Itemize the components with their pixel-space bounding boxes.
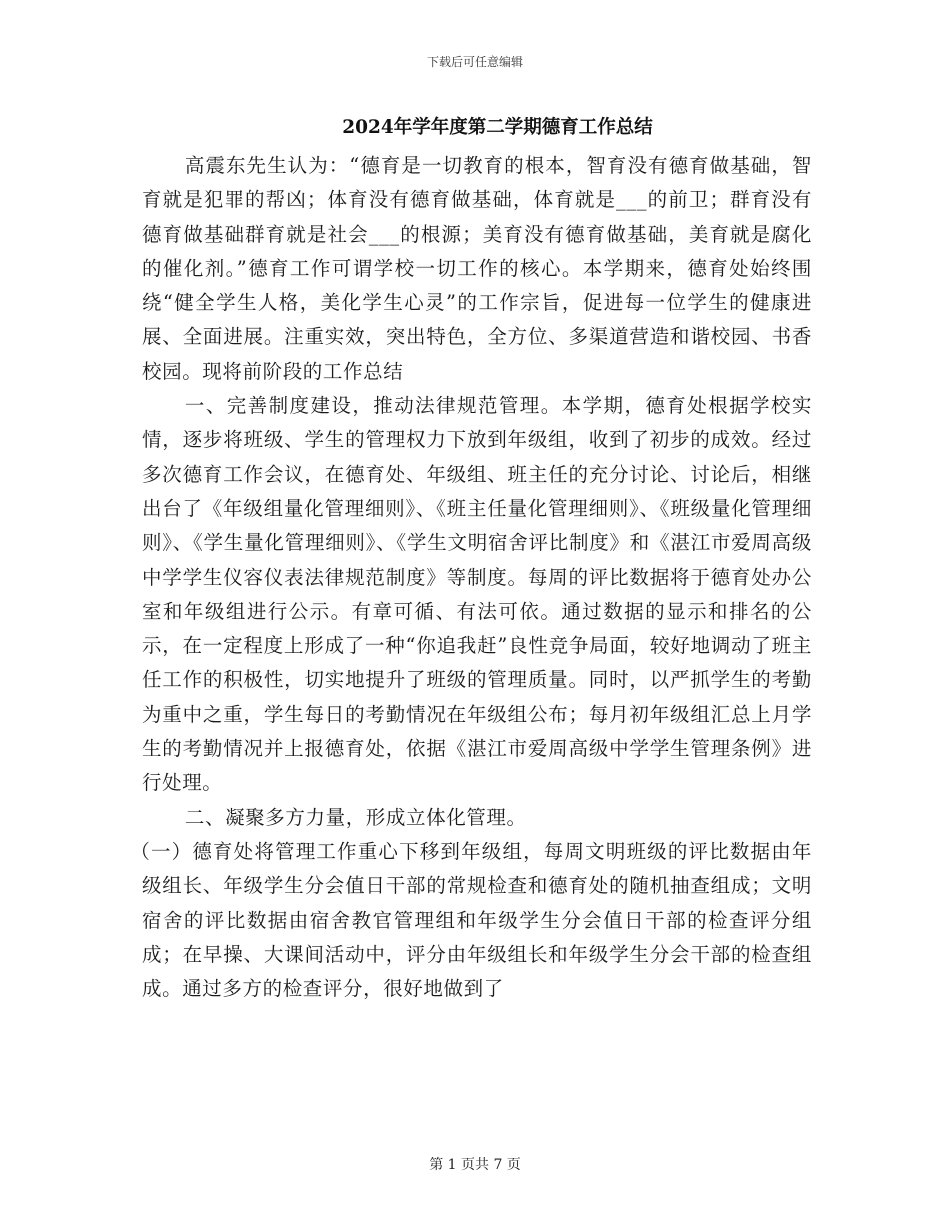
page-header-note: 下载后可任意编辑 [426, 55, 523, 69]
paragraph-section-two-heading: 二、凝聚多方力量，形成立体化管理。 [184, 805, 527, 829]
page-number-footer: 第 1 页共 7 页 [429, 1157, 521, 1173]
paragraph-intro: 高震东先生认为：“德育是一切教育的根本，智育没有德育做基础，智育就是犯罪的帮凶；体育没有德育做基础，体育就是___的前卫；群育没有德育做基础群育就是社会___的根源；美育没有德育做基础，美育就是腐化的催化剂。”德育工作可谓学校一切工作的核心。本学期来，德育处始终围绕“健全学生人格，美化学生心灵”的工作宗旨，促进每一位学生的健康进展、全面进展。注重实效，突出特色，全方位、多渠道营造和谐校园、书香校园。现将前阶段的工作总结 [142, 154, 812, 383]
paragraph-subsection-one: （一）德育处将管理工作重心下移到年级组，每周文明班级的评比数据由年级组长、年级学生分会值日干部的常规检查和德育处的随机抽查组成；文明宿舍的评比数据由宿舍教官管理组和年级学生分会值日干部的检查评分组成；在早操、大课间活动中，评分由年级组长和年级学生分会干部的检查组成。通过多方的检查评分，很好地做到了 [130, 839, 812, 1001]
document-title: 2024年学年度第二学期德育工作总结 [342, 117, 653, 138]
document-body [130, 149, 812, 1006]
paragraph-section-one: 一、完善制度建设，推动法律规范管理。本学期，德育处根据学校实情，逐步将班级、学生的管理权力下放到年级组，收到了初步的成效。经过多次德育工作会议，在德育处、年级组、班主任的充分讨论、讨论后，相继出台了《年级组量化管理细则》、《班主任量化管理细则》、《班级量化管理细则》、《学生量化管理细则》、《学生文明宿舍评比制度》和《湛江市爱周高级中学学生仪容仪表法律规范制度》等制度。每周的评比数据将于德育处办公室和年级组进行公示。有章可循、有法可依。通过数据的显示和排名的公示，在一定程度上形成了一种“你追我赶”良性竞争局面，较好地调动了班主任工作的积极性，切实地提升了班级的管理质量。同时，以严抓学生的考勤为重中之重，学生每日的考勤情况在年级组公布；每月初年级组汇总上月学生的考勤情况并上报德育处，依据《湛江市爱周高级中学学生管理条例》进行处理。 [142, 394, 812, 795]
